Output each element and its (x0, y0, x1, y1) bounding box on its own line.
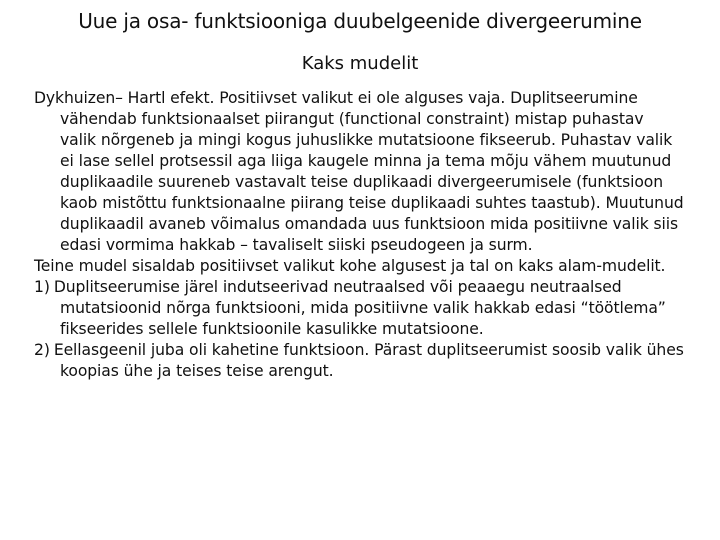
slide-subtitle: Kaks mudelit (301, 53, 419, 74)
list-item-number: 2) (34, 341, 50, 359)
paragraph-dykhuizen-hartl: Dykhuizen– Hartl efekt. Positiivset valikut ei ole alguses vaja. Duplitseerumine vähendab funktsionaalset piirangut (functional constraint) mistap puhastav valik nõrgeneb ja mingi kogus juhuslikke mutatsioone fikseerub. Puhastav valik ei lase sellel protsessil aga liiga kaugele minna ja tema mõju vähem muutunud duplikaadile suureneb vastavalt teise duplikaadi divergeerumisele (funktsioon kaob mistõttu funktsionaalne piirang teise duplikaadi suhtes taastub). Muutunud duplikaadil avaneb võimalus omandada uus funktsioon mida positiivne valik siis edasi vormima hakkab – tavaliselt siiski pseudogeen ja surm. (34, 89, 684, 254)
list-item-number: 1) (34, 278, 50, 296)
list-item-2 (34, 340, 684, 382)
list-item-text: Eellasgeenil juba oli kahetine funktsioon. Pärast duplitseerumist soosib valik ühes koopias ühe ja teises teise arengut. (53, 341, 684, 380)
list-item-1 (34, 277, 684, 340)
list-item-text: Duplitseerumise järel indutseerivad neutraalsed või peaaegu neutraalsed mutatsioonid nõrga funktsiooni, mida positiivne valik hakkab edasi “töötlema” fikseerides sellele funktsioonile kasulikke mutatsioone. (53, 278, 666, 338)
slide-title: Uue ja osa- funktsiooniga duubelgeenide divergeerumine (78, 9, 642, 33)
slide-body (34, 88, 684, 382)
paragraph-second-model: Teine mudel sisaldab positiivset valikut kohe algusest ja tal on kaks alam-mudelit. (34, 257, 666, 275)
